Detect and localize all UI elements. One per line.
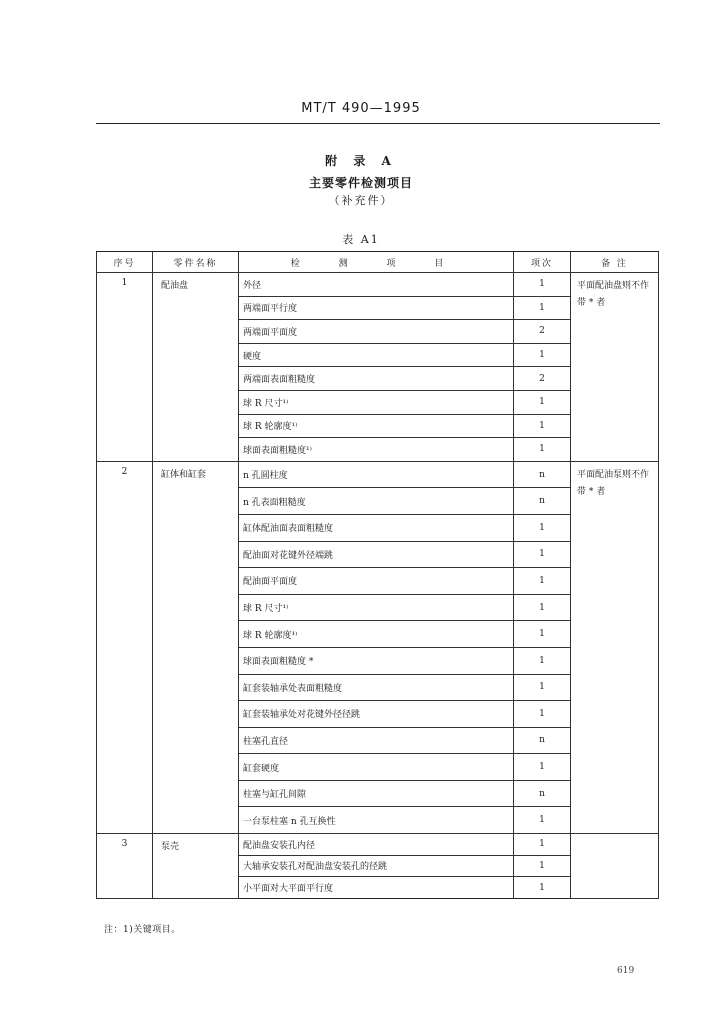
remark-cell: 平面配油盘则不作带 * 者 <box>571 273 659 462</box>
inspection-item-cell: 小平面对大平面平行度 <box>239 877 514 899</box>
inspection-item-cell: 一台泵柱塞 n 孔互换性 <box>239 807 514 834</box>
count-cell: 1 <box>514 296 571 320</box>
inspection-item-cell: 柱塞与缸孔间隙 <box>239 780 514 807</box>
inspection-item-cell: 硬度 <box>239 343 514 367</box>
inspection-item-cell: n 孔圆柱度 <box>239 461 514 488</box>
count-cell: 1 <box>514 701 571 728</box>
standard-code: MT/T 490—1995 <box>301 101 421 116</box>
table-row <box>97 273 659 297</box>
inspection-item-cell: 外径 <box>239 273 514 297</box>
appendix-title: 附 录 A <box>325 154 397 168</box>
column-header-count: 项次 <box>514 252 571 273</box>
count-cell: 1 <box>514 568 571 595</box>
count-cell: 1 <box>514 855 571 877</box>
inspection-item-cell: 大轴承安装孔对配油盘安装孔的径跳 <box>239 855 514 877</box>
column-header-part: 零件名称 <box>153 252 239 273</box>
part-name-cell: 泵壳 <box>153 834 239 899</box>
seq-cell: 3 <box>97 834 153 899</box>
count-cell: 1 <box>514 438 571 462</box>
count-cell: n <box>514 488 571 515</box>
footnote: 注：1)关键项目。 <box>104 925 181 935</box>
inspection-item-cell: 缸套装轴承处对花键外径径跳 <box>239 701 514 728</box>
column-header-item: 检 测 项 目 <box>239 252 514 273</box>
column-header-remark: 备 注 <box>571 252 659 273</box>
table-caption: 表 A1 <box>342 233 380 246</box>
count-cell: 1 <box>514 877 571 899</box>
header-rule <box>96 123 660 124</box>
inspection-item-cell: 球面表面粗糙度 * <box>239 647 514 674</box>
count-cell: 1 <box>514 594 571 621</box>
count-cell: 2 <box>514 367 571 391</box>
count-cell: 1 <box>514 541 571 568</box>
remark-cell <box>571 834 659 899</box>
inspection-item-cell: n 孔表面粗糙度 <box>239 488 514 515</box>
count-cell: n <box>514 727 571 754</box>
inspection-items-table <box>96 251 659 899</box>
count-cell: 1 <box>514 343 571 367</box>
inspection-item-cell: 配油面对花键外径端跳 <box>239 541 514 568</box>
appendix-note: （补充件） <box>328 194 394 207</box>
inspection-item-cell: 两端面平行度 <box>239 296 514 320</box>
count-cell: 1 <box>514 834 571 856</box>
inspection-item-cell: 球 R 尺寸¹⁾ <box>239 594 514 621</box>
count-cell: 1 <box>514 674 571 701</box>
inspection-item-cell: 配油盘安装孔内径 <box>239 834 514 856</box>
table-header-row <box>97 252 659 273</box>
table-body <box>97 273 659 899</box>
count-cell: 1 <box>514 807 571 834</box>
table-row <box>97 834 659 856</box>
column-header-seq: 序号 <box>97 252 153 273</box>
page-number: 619 <box>617 966 635 976</box>
inspection-item-cell: 球面表面粗糙度¹⁾ <box>239 438 514 462</box>
part-name-cell: 缸体和缸套 <box>153 461 239 833</box>
count-cell: n <box>514 461 571 488</box>
remark-cell: 平面配油泵则不作带 * 者 <box>571 461 659 833</box>
count-cell: n <box>514 780 571 807</box>
count-cell: 1 <box>514 414 571 438</box>
count-cell: 1 <box>514 647 571 674</box>
inspection-item-cell: 两端面表面粗糙度 <box>239 367 514 391</box>
count-cell: 1 <box>514 621 571 648</box>
inspection-item-cell: 缸体配油面表面粗糙度 <box>239 514 514 541</box>
inspection-item-cell: 球 R 轮廓度¹⁾ <box>239 414 514 438</box>
inspection-item-cell: 球 R 尺寸¹⁾ <box>239 390 514 414</box>
inspection-item-cell: 配油面平面度 <box>239 568 514 595</box>
inspection-item-cell: 两端面平面度 <box>239 320 514 344</box>
inspection-item-cell: 柱塞孔直径 <box>239 727 514 754</box>
count-cell: 1 <box>514 754 571 781</box>
count-cell: 1 <box>514 273 571 297</box>
seq-cell: 2 <box>97 461 153 833</box>
inspection-item-cell: 缸套硬度 <box>239 754 514 781</box>
inspection-item-cell: 缸套装轴承处表面粗糙度 <box>239 674 514 701</box>
count-cell: 1 <box>514 514 571 541</box>
count-cell: 2 <box>514 320 571 344</box>
seq-cell: 1 <box>97 273 153 462</box>
inspection-item-cell: 球 R 轮廓度¹⁾ <box>239 621 514 648</box>
count-cell: 1 <box>514 390 571 414</box>
part-name-cell: 配油盘 <box>153 273 239 462</box>
appendix-subtitle: 主要零件检测项目 <box>308 176 413 190</box>
table-row <box>97 461 659 488</box>
